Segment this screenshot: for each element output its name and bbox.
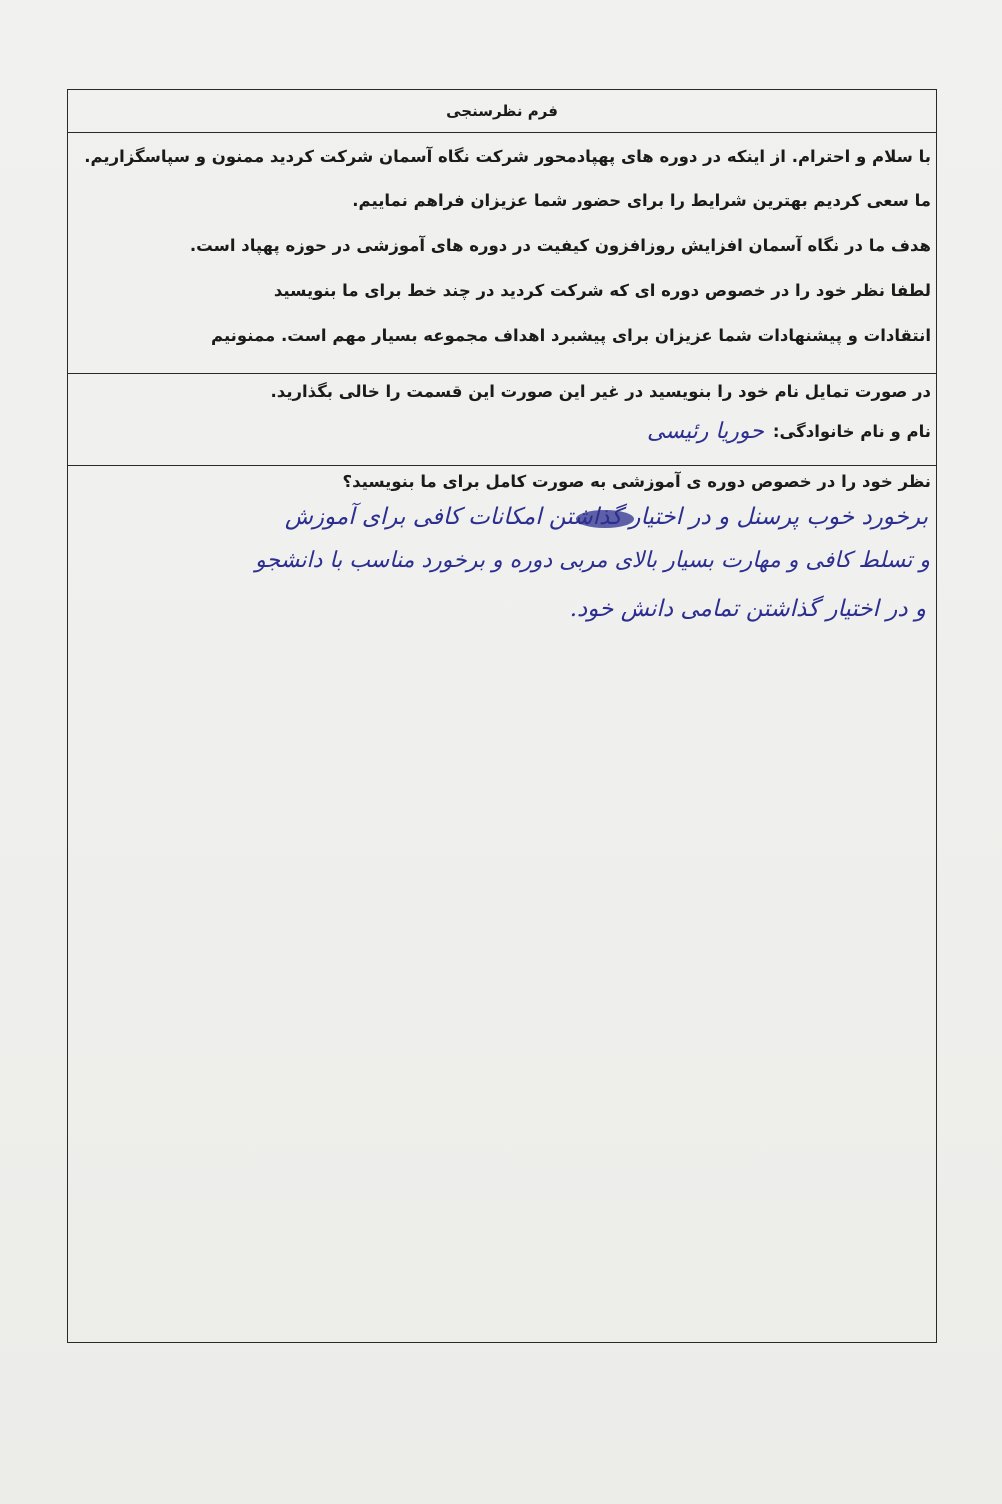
feedback-question: نظر خود را در خصوص دوره ی آموزشی به صورت کامل برای ما بنویسید؟ bbox=[342, 472, 931, 491]
intro-line: ما سعی کردیم بهترین شرایط را برای حضور شما عزیزان فراهم نماییم. bbox=[352, 191, 931, 210]
survey-form-table bbox=[67, 89, 937, 1343]
intro-line: انتقادات و پیشنهادات شما عزیزان برای پیشبرد اهداف مجموعه بسیار مهم است. ممنونیم bbox=[211, 326, 931, 345]
intro-line: با سلام و احترام. از اینکه در دوره های پهپادمحور شرکت نگاه آسمان شرکت کردید ممنون و سپاسگزاریم. bbox=[84, 147, 931, 166]
intro-line: لطفا نظر خود را در خصوص دوره ای که شرکت کردید در چند خط برای ما بنویسید bbox=[273, 281, 931, 300]
feedback-row bbox=[68, 466, 936, 1342]
name-field[interactable] bbox=[74, 419, 931, 451]
form-title: فرم نظرسنجی bbox=[446, 102, 558, 120]
handwritten-line: و تسلط کافی و مهارت بسیار بالای مربی دوره و برخورد مناسب با دانشجو bbox=[255, 548, 930, 573]
title-row bbox=[68, 90, 936, 133]
name-instruction: در صورت تمایل نام خود را بنویسید در غیر این صورت این قسمت را خالی بگذارید. bbox=[270, 382, 931, 401]
handwritten-line: و در اختیار گذاشتن تمامی دانش خود. bbox=[569, 596, 926, 622]
intro-row bbox=[68, 133, 936, 374]
handwritten-line: برخورد خوب پرسنل و در اختیار گذاشتن امکانات کافی برای آموزش bbox=[284, 504, 928, 530]
name-handwritten-value: حوریا رئیسی bbox=[647, 419, 764, 444]
intro-line: هدف ما در نگاه آسمان افزایش روزافزون کیفیت در دوره های آموزشی در حوزه پهپاد است. bbox=[189, 236, 931, 255]
name-row bbox=[68, 374, 936, 466]
name-label: نام و نام خانوادگی: bbox=[772, 422, 931, 441]
